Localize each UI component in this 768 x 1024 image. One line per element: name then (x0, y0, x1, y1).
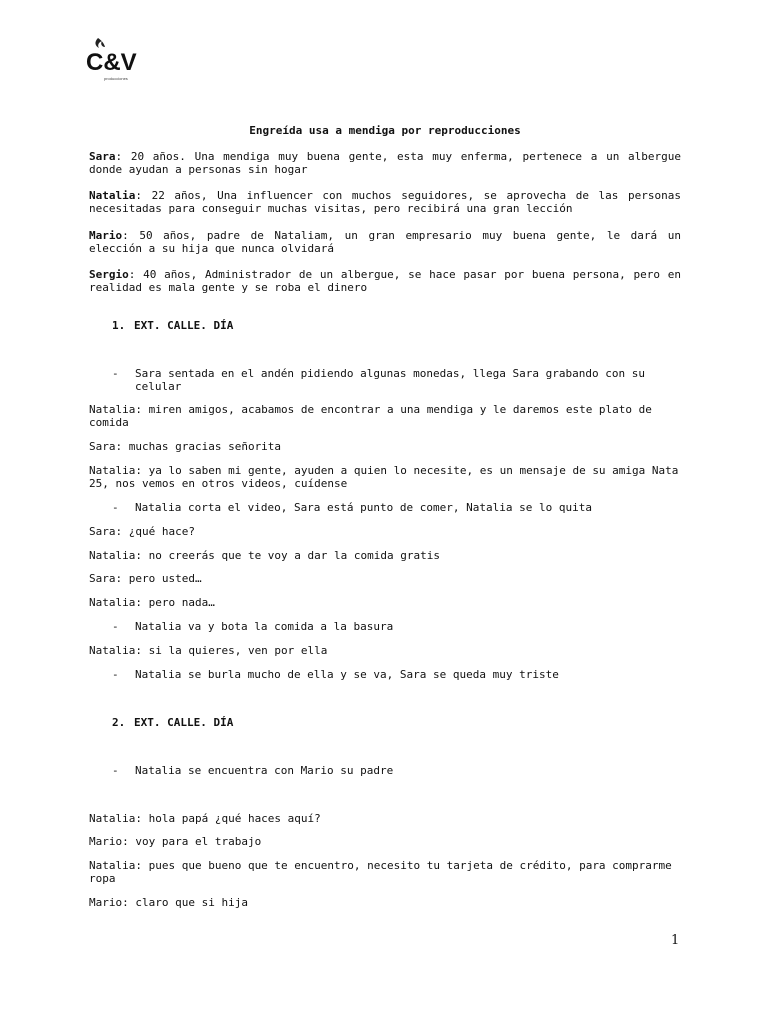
scene-number: 2. (112, 716, 126, 729)
character-natalia (89, 189, 688, 215)
character-mario (89, 229, 688, 255)
scene-heading-text: EXT. CALLE. DÍA (134, 716, 234, 729)
dialogue-line: Mario: claro que si hija (89, 896, 248, 909)
company-logo (86, 36, 140, 82)
dialogue-line: Natalia: no creerás que te voy a dar la comida gratis (89, 549, 440, 562)
character-sergio (89, 268, 688, 294)
dialogue-line: Natalia: miren amigos, acabamos de encontrar a una mendiga y le daremos este plato de comida (89, 403, 659, 429)
action-line (112, 668, 681, 681)
dialogue-line: Sara: ¿qué hace? (89, 525, 195, 538)
action-line (112, 367, 681, 393)
action-line (112, 764, 681, 777)
character-description: : 20 años. Una mendiga muy buena gente, esta muy enferma, pertenece a un albergue donde ayudan a personas sin hogar (89, 150, 688, 176)
dialogue-line: Mario: voy para el trabajo (89, 835, 262, 848)
bullet-dash: - (112, 668, 119, 681)
bullet-dash: - (112, 620, 119, 633)
dialogue-line: Natalia: hola papá ¿qué haces aquí? (89, 812, 321, 825)
action-text: Natalia va y bota la comida a la basura (135, 620, 394, 633)
action-text: Sara sentada en el andén pidiendo algunas monedas, llega Sara grabando con su celular (135, 367, 645, 393)
action-text: Natalia se encuentra con Mario su padre (135, 764, 394, 777)
character-name: Sara (89, 150, 116, 163)
action-text: Natalia se burla mucho de ella y se va, Sara se queda muy triste (135, 668, 559, 681)
action-text: Natalia corta el video, Sara está punto de comer, Natalia se lo quita (135, 501, 592, 514)
character-sara (89, 150, 688, 176)
action-line (112, 501, 681, 514)
scene-heading-1 (112, 319, 233, 332)
scene-heading-text: EXT. CALLE. DÍA (134, 319, 234, 332)
bullet-dash: - (112, 501, 119, 514)
scene-number: 1. (112, 319, 126, 332)
character-name: Sergio (89, 268, 129, 281)
character-description: : 40 años, Administrador de un albergue, se hace pasar por buena persona, pero en realidad es mala gente y se roba el dinero (89, 268, 688, 294)
scene-heading-2 (112, 716, 233, 729)
logo-text: C&V (86, 49, 137, 76)
dialogue-line: Natalia: pero nada… (89, 596, 215, 609)
character-description: : 50 años, padre de Nataliam, un gran empresario muy buena gente, le dará un elección a su hija que nunca olvidará (89, 229, 688, 255)
dialogue-line: Natalia: si la quieres, ven por ella (89, 644, 328, 657)
dialogue-line: Sara: muchas gracias señorita (89, 440, 282, 453)
document-title: Engreída usa a mendiga por reproducciones (249, 124, 521, 137)
action-line (112, 620, 681, 633)
page-number: 1 (671, 933, 680, 948)
dialogue-line: Natalia: ya lo saben mi gente, ayuden a quien lo necesite, es un mensaje de su amiga Nata 25, nos vemos en otros videos, cuídense (89, 464, 686, 490)
dialogue-line: Sara: pero usted… (89, 572, 202, 585)
bullet-dash: - (112, 764, 119, 777)
dialogue-line: Natalia: pues que bueno que te encuentro, necesito tu tarjeta de crédito, para comprarme ropa (89, 859, 679, 885)
character-name: Natalia (89, 189, 136, 202)
character-description: : 22 años, Una influencer con muchos seguidores, se aprovecha de las personas necesitadas para conseguir muchas visitas, pero recibirá una gran lección (89, 189, 688, 215)
bullet-dash: - (112, 367, 119, 380)
logo-subtext: producciones (104, 76, 128, 81)
character-name: Mario (89, 229, 123, 242)
